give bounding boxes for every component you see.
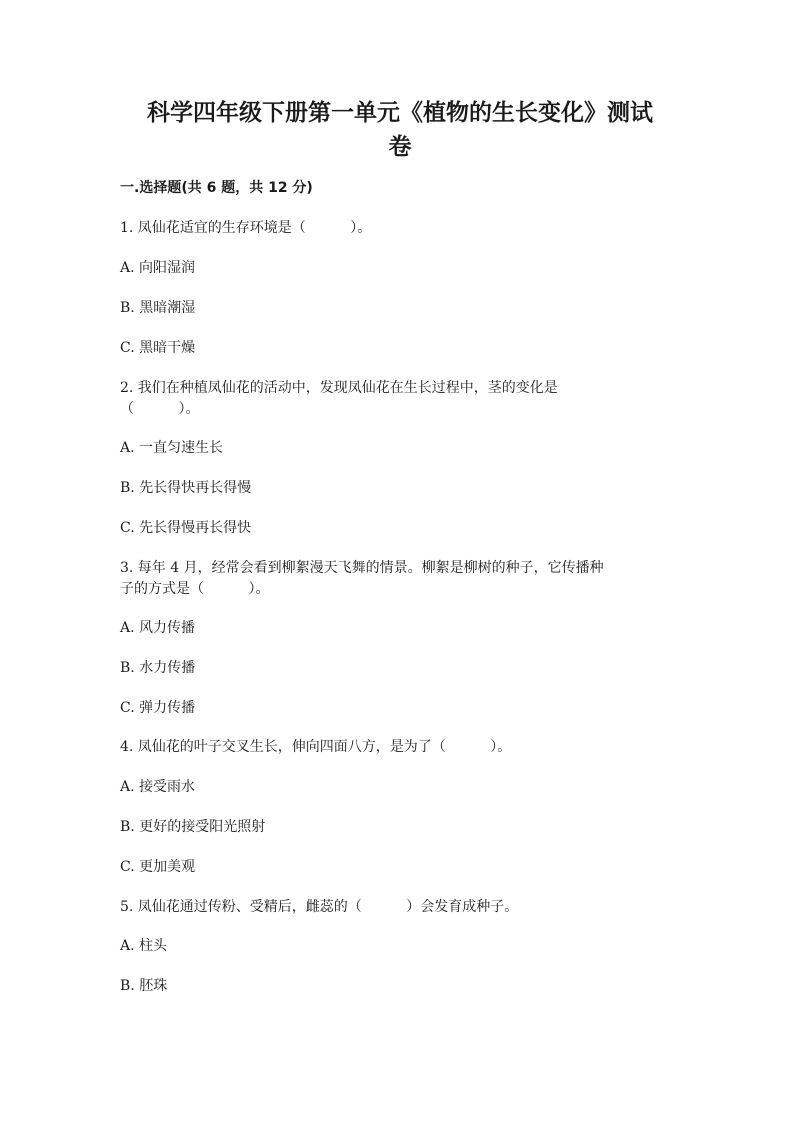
question-2-option-b: B. 先长得快再长得慢: [120, 480, 252, 496]
question-1-option-a: A. 向阳湿润: [120, 260, 196, 276]
question-5-stem: 5. 凤仙花通过传粉、受精后，雌蕊的（ ）会发育成种子。: [120, 899, 519, 915]
question-3-option-a: A. 风力传播: [120, 620, 196, 636]
question-1-stem: 1. 凤仙花适宜的生存环境是（ ）。: [120, 220, 372, 236]
question-5-option-a: A. 柱头: [120, 938, 168, 954]
question-3-option-b: B. 水力传播: [120, 660, 196, 676]
question-4-option-b: B. 更好的接受阳光照射: [120, 819, 266, 835]
question-1-option-b: B. 黑暗潮湿: [120, 300, 196, 316]
question-3-stem-line-2: 子的方式是（ ）。: [120, 581, 270, 597]
question-2-option-a: A. 一直匀速生长: [120, 440, 224, 456]
page-title: [100, 96, 700, 164]
title-line-2: 卷: [388, 134, 412, 160]
question-4-option-a: A. 接受雨水: [120, 779, 196, 795]
question-2-option-c: C. 先长得慢再长得快: [120, 520, 252, 536]
question-3-option-c: C. 弹力传播: [120, 700, 196, 716]
question-5-option-b: B. 胚珠: [120, 978, 168, 994]
question-4-stem: 4. 凤仙花的叶子交叉生长，伸向四面八方，是为了（ ）。: [120, 739, 512, 755]
question-2-stem-line-1: 2. 我们在种植凤仙花的活动中，发现凤仙花在生长过程中，茎的变化是: [120, 380, 558, 396]
question-3-stem-line-1: 3. 每年 4 月，经常会看到柳絮漫天飞舞的情景。柳絮是柳树的种子，它传播种: [120, 560, 604, 576]
question-1-option-c: C. 黑暗干燥: [120, 340, 196, 356]
question-2-stem-line-2: （ ）。: [120, 401, 200, 417]
section-heading: 一.选择题(共 6 题，共 12 分): [120, 180, 313, 196]
question-4-option-c: C. 更加美观: [120, 859, 196, 875]
title-line-1: 科学四年级下册第一单元《植物的生长变化》测试: [147, 100, 653, 126]
